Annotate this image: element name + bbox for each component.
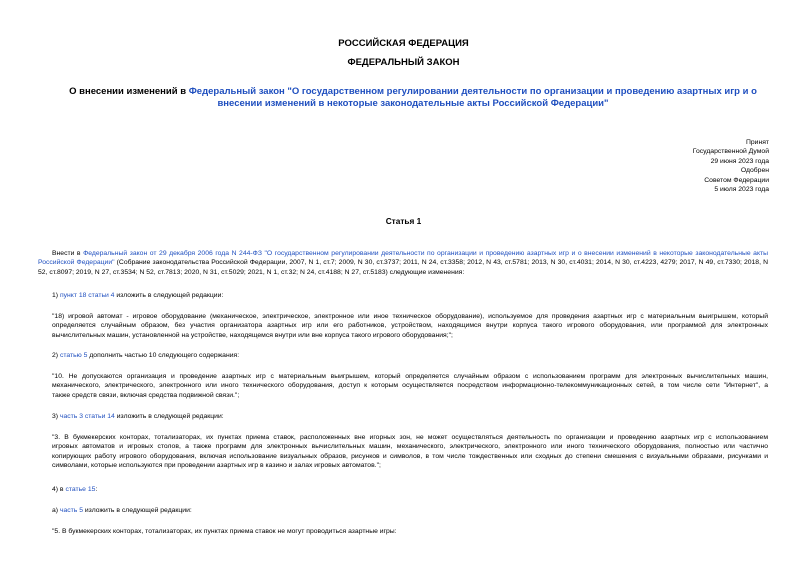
quote-3-line: игровых автоматов и игровых столов, а также программ для электронных вычислительных машин, механического, электрического, электронного или иного технического оборудования, полностью или частично (52, 443, 768, 451)
intro-paragraph (38, 249, 768, 277)
item-3-num: 3) (52, 413, 60, 420)
quote-2-line: также средств связи, включая средства подвижной связи."; (52, 391, 240, 399)
adoption-line: Советом Федерации (704, 176, 769, 184)
quote-1-line: "18) игровой автомат - игровое оборудование (механическое, электрическое, электронное или иное техническое оборудование), используемое для проведения азартных игр с материальным выигрышем, который (52, 313, 768, 320)
item-2-text: дополнить частью 10 следующего содержания: (87, 352, 240, 359)
subject-law-link[interactable]: Федеральный закон "О государственном регулировании деятельности по организации и проведению азартных игр и о внесении изменений в некоторые законодательные акты Российской Федерации" (188, 86, 757, 109)
quote-4 (38, 527, 768, 536)
article-title: Статья 1 (385, 216, 422, 226)
item-1-num: 1) (52, 292, 60, 299)
item-1 (38, 291, 768, 300)
quote-1-line: вычислительных машин, установленной на устройстве, находящемся внутри или вне корпуса такого игрового оборудования;"; (52, 331, 453, 339)
law-subject (58, 86, 768, 110)
item-4a-link[interactable]: часть 5 (59, 507, 83, 514)
item-3-text: изложить в следующей редакции: (114, 413, 224, 420)
item-2 (38, 351, 768, 360)
adoption-line: Одобрен (740, 167, 769, 175)
quote-3 (38, 433, 768, 471)
quote-3-line: символами, которые используются при проведении азартных игр в казино и залах игровых автоматов."; (52, 462, 381, 470)
item-4a-num: а) (52, 507, 60, 514)
quote-1-line: определяется случайным образом, без участия организатора азартных игр или его работников, устройством, находящимся внутри корпуса такого игрового оборудования, или программой для электронных (52, 322, 768, 330)
adoption-line: Принят (745, 139, 769, 146)
item-4-link[interactable]: статье 15 (65, 486, 96, 493)
item-4-num: 4) в (52, 486, 66, 493)
adoption-line: 5 июля 2023 года (714, 186, 769, 194)
quote-3-line: "3. В букмекерских конторах, тотализаторах, их пунктах приема ставок, расположенных вне игорных зон, не может осуществляться деятельность по организации и проведению азартных игр с использованием (52, 434, 768, 441)
item-3-link[interactable]: часть 3 статьи 14 (59, 413, 115, 420)
intro-pre: Внести в (52, 250, 84, 257)
item-4 (38, 485, 768, 494)
subject-prefix: О внесении изменений в (69, 86, 189, 97)
item-4-text: : (95, 486, 98, 493)
intro-post: (Собрание законодательства Российской Федерации, 2007, N 1, ст.7; 2009, N 30, ст.3737; 2011, N 24, ст.3358; 2012, N 43, ст.5781; 2013, N 30, ст.4031; 2014, N 30, ст.4223, 4279; 2017, N 49, ст.7330; 2018, N 52, ст.8097; 2019, N 27, ст.3534; N 52, ст.7813; 2020, N 31, ст.5029; 2021, N 1, ст.32; N 24, ст.4188; N 27, ст.5183) следующие изменения: (38, 259, 768, 276)
adoption-line: Государственной Думой (692, 148, 769, 156)
quote-1 (38, 312, 768, 340)
intro-law-link[interactable]: Федеральный закон от 29 декабря 2006 года N 244-ФЗ "О государственном регулировании деятельности по организации и проведению азартных игр и о внесении изменений в некоторые законодательные акты Российской Федерации" (38, 250, 769, 267)
law-type-heading: ФЕДЕРАЛЬНЫЙ ЗАКОН (347, 57, 460, 68)
item-4a-text: изложить в следующей редакции: (82, 507, 192, 514)
item-1-text: изложить в следующей редакции: (114, 292, 224, 299)
quote-2-line: механического, электрического, электронного или иного технического оборудования, доступ к которым осуществляется посредством информационно-телекоммуникационных сетей, в том числе сети "Интернет", а (52, 382, 768, 390)
item-1-link[interactable]: пункт 18 статьи 4 (59, 292, 115, 299)
adoption-line: 29 июня 2023 года (710, 157, 769, 165)
quote-3-line: копирующих работу игрового оборудования, включая использование визуальных образов, рисунков и символов, в том числе тождественных или сходных до степени смешения с визуальными образами, рисунками и (52, 452, 768, 460)
item-3 (38, 412, 768, 421)
quote-2-line: "10. Не допускаются организация и проведение азартных игр с материальным выигрышем, который определяется случайным образом с использованием программ для электронных вычислительных машин, (52, 373, 768, 380)
item-4a (38, 506, 768, 515)
item-2-num: 2) (52, 352, 60, 359)
item-2-link[interactable]: статью 5 (59, 352, 88, 359)
country-heading: РОССИЙСКАЯ ФЕДЕРАЦИЯ (338, 38, 469, 49)
quote-4-line: "5. В букмекерских конторах, тотализаторах, их пунктах приема ставок не могут проводиться азартные игры: (52, 528, 397, 535)
adoption-block (569, 138, 769, 194)
quote-2 (38, 372, 768, 400)
